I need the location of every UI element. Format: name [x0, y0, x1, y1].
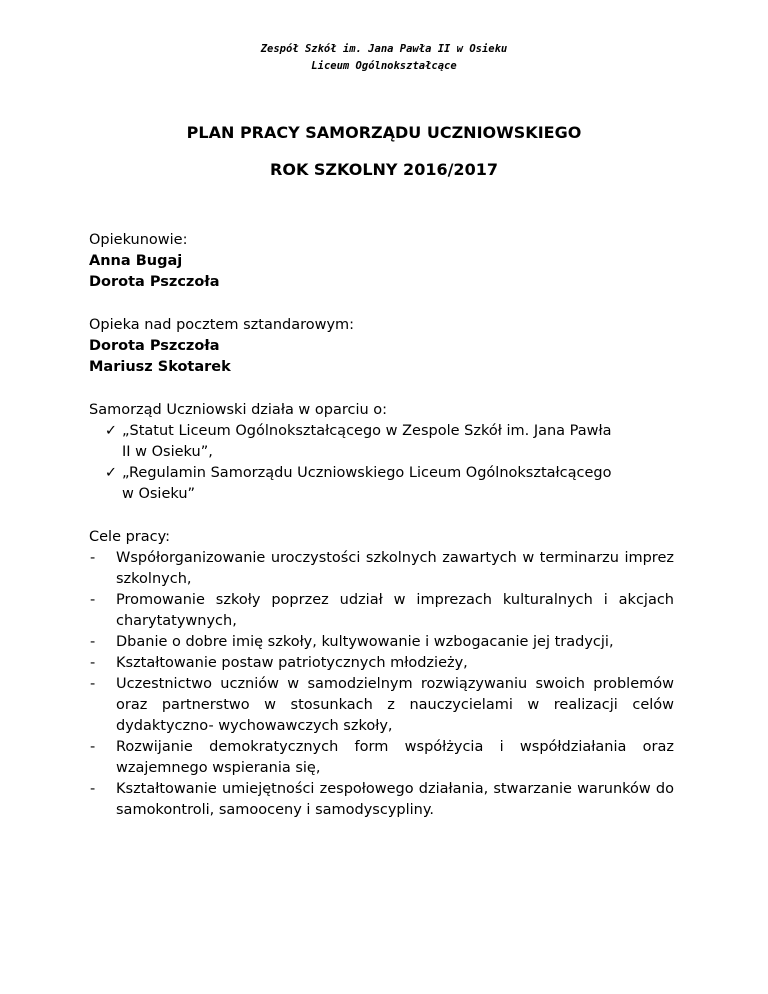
cele-list	[89, 548, 674, 821]
list-item	[89, 590, 674, 632]
dash-bullet: -	[90, 634, 96, 650]
list-item-text: „Statut Liceum Ogólnokształcącego w Zespole Szkół im. Jana Pawła	[122, 423, 612, 439]
list-item-text: w Osieku”	[122, 486, 196, 502]
poczet-name: Mariusz Skotarek	[89, 359, 231, 375]
cele-label: Cele pracy:	[89, 529, 171, 545]
podstawa-label: Samorząd Uczniowski działa w oparciu o:	[89, 402, 388, 418]
list-item	[89, 421, 674, 463]
document-title: PLAN PRACY SAMORZĄDU UCZNIOWSKIEGO	[186, 123, 582, 142]
list-item-text: Dbanie o dobre imię szkoły, kultywowanie i wzbogacanie jej tradycji,	[116, 634, 614, 650]
list-item-text: Rozwijanie demokratycznych form współżycia i współdziałania oraz wzajemnego wspierania się,	[116, 739, 674, 776]
poczet-label: Opieka nad pocztem sztandarowym:	[89, 317, 355, 333]
list-item	[89, 779, 674, 821]
document-body	[89, 230, 674, 821]
checkmark-icon: ✓	[104, 465, 117, 481]
list-item-text: II w Osieku”,	[122, 444, 213, 460]
opiekun-name: Dorota Pszczoła	[89, 274, 220, 290]
list-item-text: Kształtowanie umiejętności zespołowego działania, stwarzanie warunków do samokontroli, samooceny i samodyscypliny.	[116, 781, 674, 818]
school-year: ROK SZKOLNY 2016/2017	[270, 160, 498, 179]
list-item-text: Kształtowanie postaw patriotycznych młodzieży,	[116, 655, 468, 671]
list-item	[89, 674, 674, 737]
podstawa-list	[89, 421, 674, 505]
list-item	[89, 463, 674, 505]
list-item	[89, 653, 674, 674]
checkmark-icon: ✓	[104, 423, 117, 439]
dash-bullet: -	[90, 655, 96, 671]
list-item	[89, 548, 674, 590]
list-item	[89, 632, 674, 653]
opiekun-name: Anna Bugaj	[89, 253, 183, 269]
opiekunowie-label: Opiekunowie:	[89, 232, 188, 248]
school-name: Zespół Szkół im. Jana Pawła II w Osieku	[260, 43, 508, 55]
dash-bullet: -	[90, 781, 96, 797]
dash-bullet: -	[90, 739, 96, 755]
dash-bullet: -	[90, 676, 96, 692]
list-item-text: Uczestnictwo uczniów w samodzielnym rozwiązywaniu swoich problemów oraz partnerstwo w stosunkach z nauczycielami w realizacji celów dydaktyczno- wychowawczych szkoły,	[116, 676, 674, 734]
list-item	[89, 737, 674, 779]
dash-bullet: -	[90, 550, 96, 566]
school-subtitle: Liceum Ogólnokształcące	[311, 60, 457, 72]
list-item-text: Współorganizowanie uroczystości szkolnych zawartych w terminarzu imprez szkolnych,	[116, 550, 674, 587]
list-item-text: „Regulamin Samorządu Uczniowskiego Liceum Ogólnokształcącego	[122, 465, 612, 481]
dash-bullet: -	[90, 592, 96, 608]
list-item-text: Promowanie szkoły poprzez udział w imprezach kulturalnych i akcjach charytatywnych,	[116, 592, 674, 629]
poczet-name: Dorota Pszczoła	[89, 338, 220, 354]
